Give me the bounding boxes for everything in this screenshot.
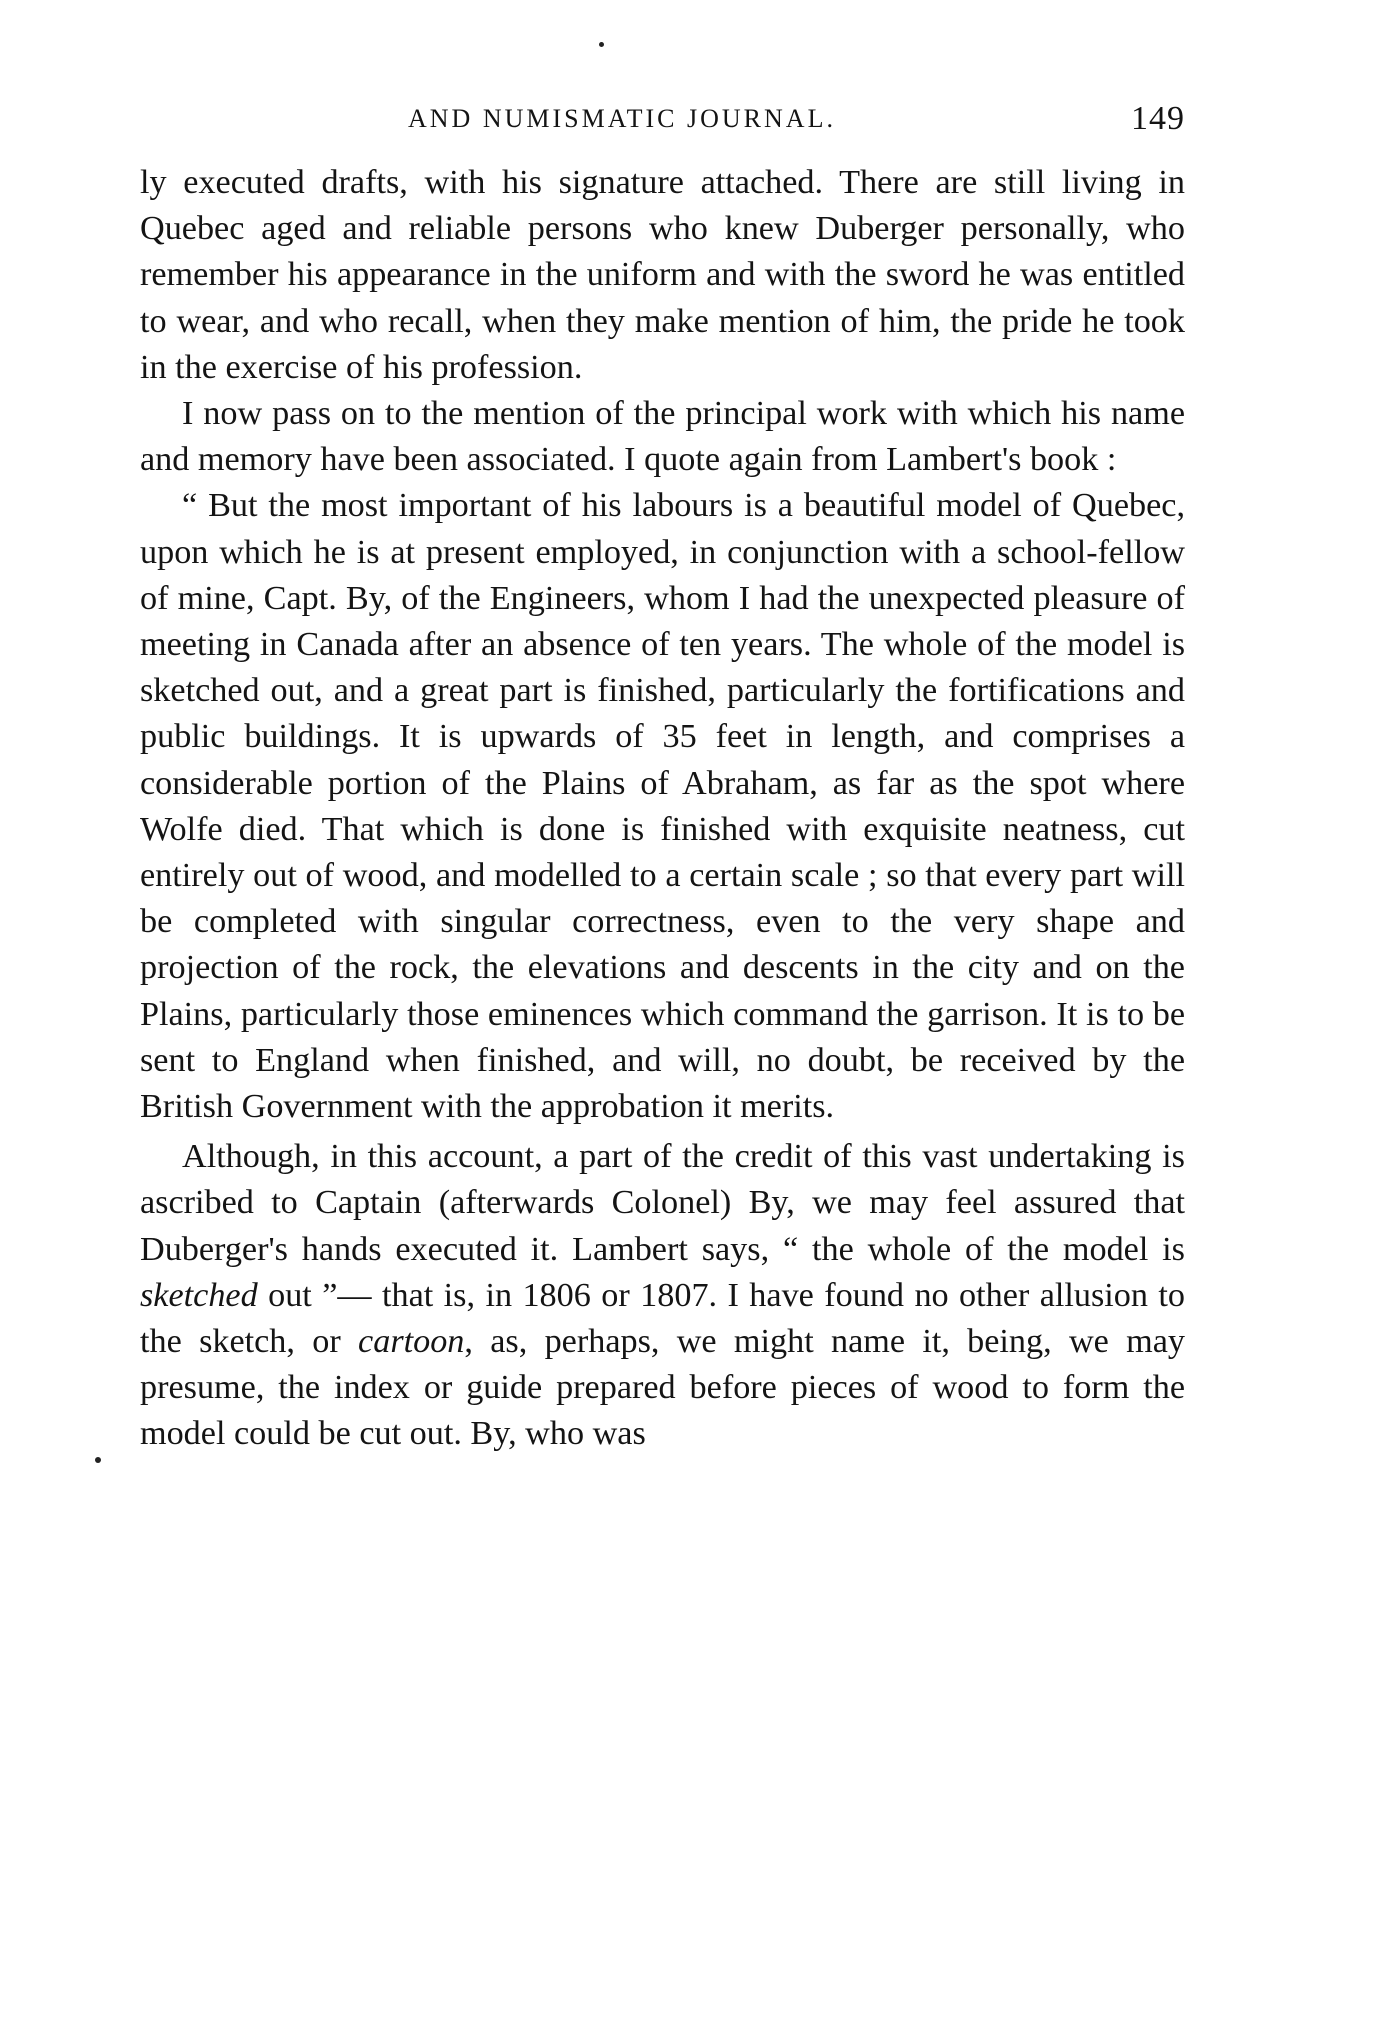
margin-dot — [95, 1457, 101, 1463]
paragraph-2: I now pass on to the mention of the principal work with which his name and memory have been associated. I quote again from Lambert's book : — [140, 395, 1185, 479]
italic-sketched: sketched — [140, 1276, 258, 1314]
page-number: 149 — [1131, 100, 1185, 137]
paragraph-4-text-1: Although, in this account, a part of the credit of this vast undertaking is ascribed to Captain (afterwards Colonel) By, we may feel assured that Duberger's hands executed it. Lambert says, “ the whole of the model is — [140, 1138, 1185, 1268]
italic-cartoon: cartoon — [358, 1323, 465, 1361]
book-page — [140, 40, 1185, 1458]
running-title: AND NUMISMATIC JOURNAL. — [408, 104, 836, 133]
paragraph-4-text-3: , as, perhaps, we might name it, being, we may presume, the index or guide prepared before pieces of wood to form the model could be cut out. By, who was — [140, 1323, 1185, 1453]
running-header — [140, 100, 1185, 160]
paragraph-4-text-2: out ”— that is, in 1806 or 1807. I have found no other allusion to the sketch, or — [140, 1276, 1185, 1361]
paragraph-1: ly executed drafts, with his signature attached. There are still living in Quebec aged and reliable persons who knew Duberger personally, who remember his appearance in the uniform and with the sword he was entitled to wear, and who recall, when they make mention of him, the pride he took in the exercise of his profession. — [140, 164, 1185, 386]
body-text — [140, 160, 1185, 1458]
quoted-paragraph: “ But the most important of his labours is a beautiful model of Quebec, upon which he is at present employed, in conjunction with a school-fellow of mine, Capt. By, of the Engineers, whom I had the unexpected pleasure of meeting in Canada after an absence of ten years. The whole of the model is sketched out, and a great part is finished, particularly the fortifications and public buildings. It is upwards of 35 feet in length, and comprises a considerable portion of the Plains of Abraham, as far as the spot where Wolfe died. That which is done is finished with exquisite neatness, cut entirely out of wood, and modelled to a certain scale ; so that every part will be completed with singular correctness, even to the very shape and projection of the rock, the elevations and descents in the city and on the Plains, particularly those eminences which command the garrison. It is to be sent to England when finished, and will, no doubt, be received by the British Government with the approbation it merits. — [140, 487, 1185, 1126]
paragraph-4 — [140, 1134, 1185, 1457]
